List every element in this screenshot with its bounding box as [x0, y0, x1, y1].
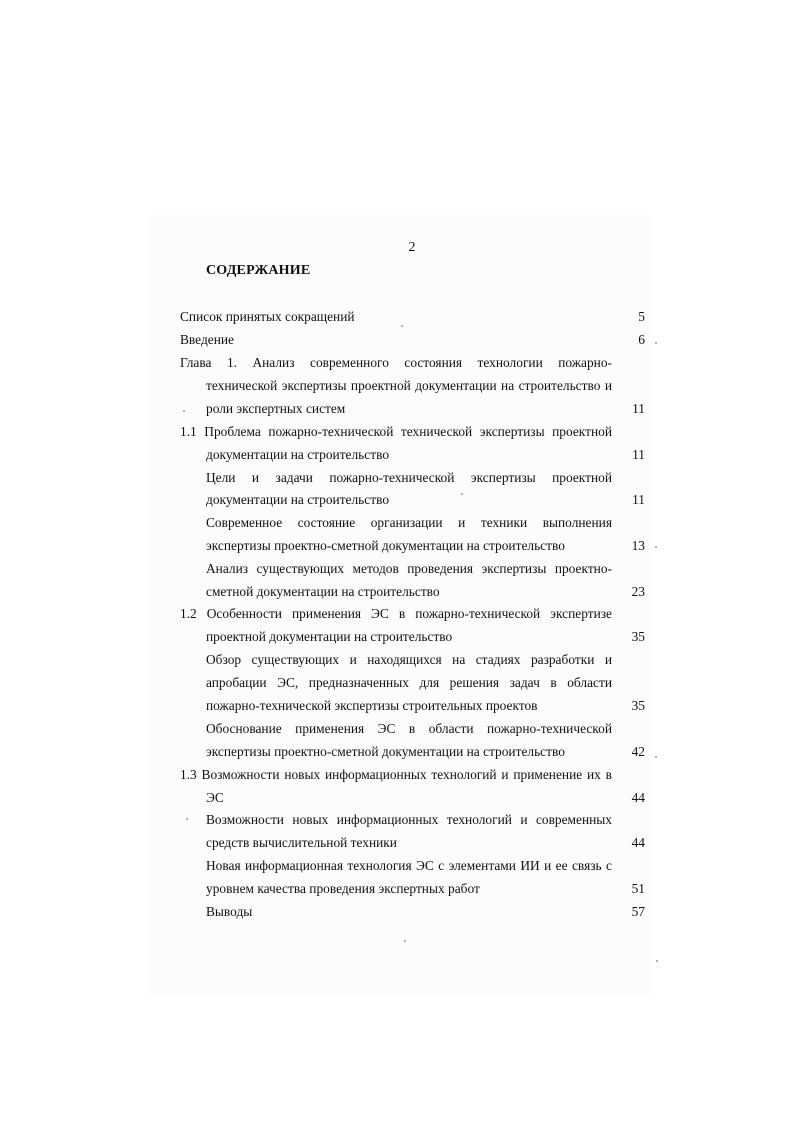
toc-subsection-capabilities-line-1: Возможности новых информационных технологий и современных [206, 812, 612, 827]
toc-page-abbreviations: 5 [638, 309, 645, 324]
toc-section-1-3-line-2: ЭС [206, 790, 224, 805]
toc-page-subsection-capabilities: 44 [631, 835, 645, 850]
page-title: СОДЕРЖАНИЕ [206, 263, 311, 278]
toc-subsection-justification-line-1: Обоснование применения ЭС в области пожарно-технической [206, 721, 612, 736]
toc-entry-introduction: Введение [180, 332, 234, 347]
toc-subsection-methods-line-2: сметной документации на строительство [206, 584, 440, 599]
toc-subsection-goals-line-2: документации на строительство [206, 492, 390, 507]
toc-subsection-new-tech-line-1: Новая информационная технология ЭС с элементами ИИ и ее связь с [206, 858, 612, 873]
toc-subsection-current-state-line-2: экспертизы проектно-сметной документации на строительство [206, 538, 565, 553]
toc-page-subsection-justification: 42 [631, 744, 645, 759]
toc-entry-abbreviations: Список принятых сокращений [180, 309, 355, 324]
scan-speck [404, 940, 406, 942]
toc-page-introduction: 6 [638, 332, 645, 347]
toc-subsection-goals-line-1: Цели и задачи пожарно-технической экспертизы проектной [206, 470, 612, 485]
toc-subsection-methods-line-1: Анализ существующих методов проведения экспертизы проектно- [206, 561, 612, 576]
toc-page-subsection-review: 35 [631, 698, 645, 713]
toc-section-1-1-line-1: 1.1 Проблема пожарно-технической технической экспертизы проектной [180, 424, 612, 439]
scan-speck [461, 493, 463, 495]
toc-page-subsection-methods: 23 [631, 584, 645, 599]
toc-page-subsection-goals: 11 [632, 492, 645, 507]
toc-page-subsection-new-tech: 51 [631, 881, 645, 896]
toc-page-section-1-3: 44 [631, 790, 645, 805]
toc-page-chapter-1: 11 [632, 401, 645, 416]
scan-speck [655, 756, 657, 758]
toc-chapter-1-line-1: Глава 1. Анализ современного состояния технологии пожарно- [180, 355, 612, 370]
toc-section-1-1-line-2: документации на строительство [206, 447, 390, 462]
toc-subsection-new-tech-line-2: уровнем качества проведения экспертных работ [206, 881, 480, 896]
toc-subsection-review-line-1: Обзор существующих и находящихся на стадиях разработки и [206, 652, 612, 667]
toc-subsection-current-state-line-1: Современное состояние организации и техники выполнения [206, 515, 612, 530]
toc-chapter-1-line-3: роли экспертных систем [206, 401, 346, 416]
scan-speck [656, 960, 658, 962]
toc-page-subsection-current-state: 13 [631, 538, 645, 553]
toc-subsection-review-line-2: апробации ЭС, предназначенных для решения задач в области [206, 675, 612, 690]
toc-page-section-1-1: 11 [632, 447, 645, 462]
toc-page-section-1-2: 35 [631, 629, 645, 644]
scan-speck [183, 410, 185, 412]
toc-subsection-review-line-3: пожарно-технической экспертизы строительных проектов [206, 698, 538, 713]
toc-section-1-2-line-1: 1.2 Особенности применения ЭС в пожарно-технической экспертизе [180, 606, 612, 621]
toc-subsection-capabilities-line-2: средств вычислительной техники [206, 835, 397, 850]
toc-page-conclusions: 57 [631, 904, 645, 919]
scan-speck [655, 546, 657, 548]
scan-speck [655, 342, 657, 344]
toc-entry-conclusions: Выводы [206, 904, 253, 919]
toc-chapter-1-line-2: технической экспертизы проектной документации на строительство и [206, 378, 612, 393]
toc-section-1-3-line-1: 1.3 Возможности новых информационных технологий и применение их в [180, 767, 612, 782]
toc-section-1-2-line-2: проектной документации на строительство [206, 629, 453, 644]
toc-subsection-justification-line-2: экспертизы проектно-сметной документации на строительство [206, 744, 565, 759]
page-number: 2 [408, 240, 416, 255]
scan-speck [401, 325, 403, 327]
scan-speck [186, 818, 188, 820]
